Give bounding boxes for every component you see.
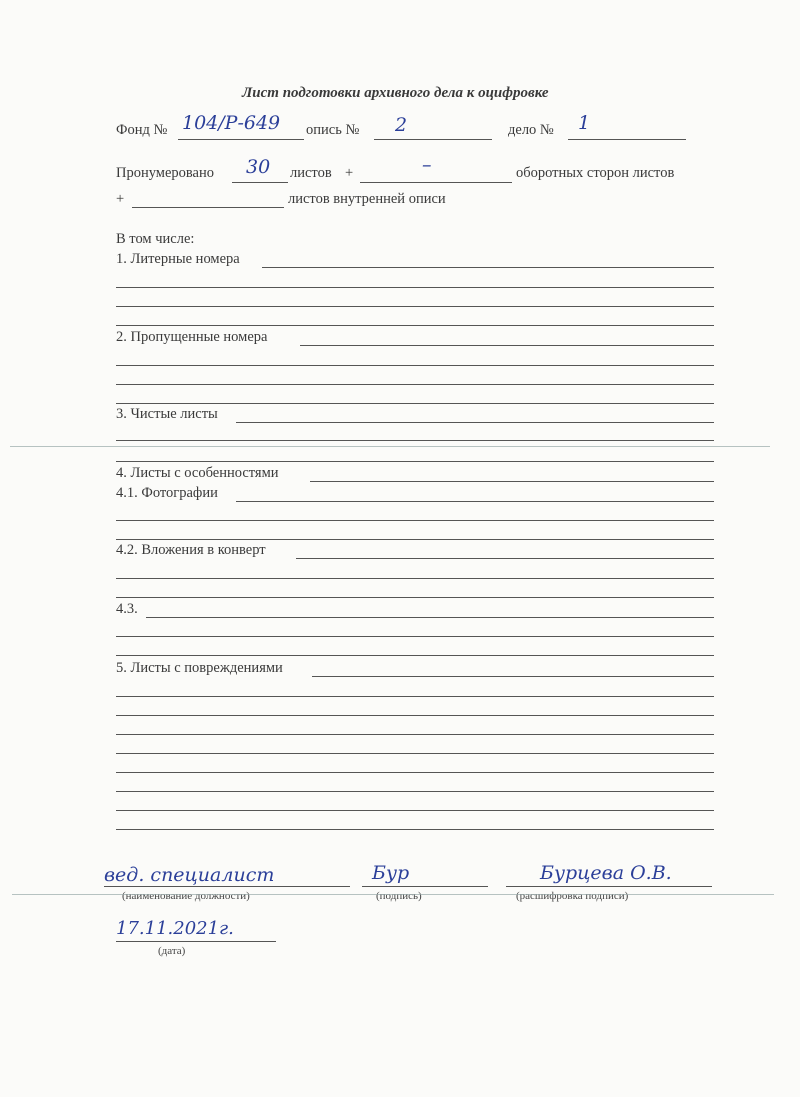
fill-line [146,617,714,618]
signature-value: Бур [372,862,410,884]
fond-underline [178,139,304,140]
opis-value: 2 [395,114,408,136]
fill-line [236,501,714,502]
position-underline [104,886,350,887]
fill-line [116,403,714,404]
fill-line [116,578,714,579]
inner-label: листов внутренней описи [288,191,446,207]
fill-line [116,461,714,462]
fill-line [262,267,714,268]
signature-underline [362,886,488,887]
fill-line [116,715,714,716]
fill-line [310,481,714,482]
fill-line [116,325,714,326]
opis-label: опись № [306,122,360,138]
plus-sign-2: + [116,191,125,207]
fill-line [116,384,714,385]
fill-line [116,696,714,697]
fill-line [116,539,714,540]
position-value: вед. специалист [104,864,275,886]
fill-line [116,810,714,811]
inner-underline [132,207,284,208]
section-4-3: 4.3. [116,601,138,617]
fill-line [116,440,714,441]
signature-caption: (подпись) [376,890,422,902]
date-caption: (дата) [158,945,186,957]
section-missing-numbers: 2. Пропущенные номера [116,329,268,345]
name-caption: (расшифровка подписи) [516,890,629,902]
sheets-value: 30 [246,156,271,178]
section-special-sheets: 4. Листы с особенностями [116,465,279,481]
fill-line [116,829,714,830]
document-title: Лист подготовки архивного дела к оцифровке [242,85,549,101]
fond-value: 104/Р-649 [182,112,281,134]
position-caption: (наименование должности) [122,890,250,902]
opis-underline [374,139,492,140]
delo-label: дело № [508,122,554,138]
reverse-value: – [422,154,432,176]
sheets-label: листов [290,165,332,181]
name-underline [506,886,712,887]
fill-line [116,753,714,754]
fill-line [116,597,714,598]
including-label: В том числе: [116,231,195,247]
name-value: Бурцева О.В. [540,862,672,884]
fill-line [300,345,714,346]
section-damaged-sheets: 5. Листы с повреждениями [116,660,283,676]
date-underline [116,941,276,942]
fill-line [116,306,714,307]
scan-artifact-line-2 [12,894,774,895]
fill-line [116,791,714,792]
scan-artifact-line [10,446,770,447]
numbered-label: Пронумеровано [116,165,215,181]
section-photos: 4.1. Фотографии [116,485,218,501]
fill-line [116,520,714,521]
reverse-underline [360,182,512,183]
date-value: 17.11.2021г. [116,918,234,939]
fill-line [296,558,714,559]
delo-underline [568,139,686,140]
fill-line [116,365,714,366]
section-envelopes: 4.2. Вложения в конверт [116,542,266,558]
section-literal-numbers: 1. Литерные номера [116,251,240,267]
fill-line [116,772,714,773]
fill-line [116,636,714,637]
fill-line [236,422,714,423]
plus-sign: + [345,165,354,181]
delo-value: 1 [578,112,591,134]
fill-line [116,287,714,288]
fill-line [116,655,714,656]
fill-line [312,676,714,677]
fond-label: Фонд № [116,122,168,138]
reverse-label: оборотных сторон листов [516,165,675,181]
sheets-underline [232,182,288,183]
fill-line [116,734,714,735]
section-blank-sheets: 3. Чистые листы [116,406,218,422]
